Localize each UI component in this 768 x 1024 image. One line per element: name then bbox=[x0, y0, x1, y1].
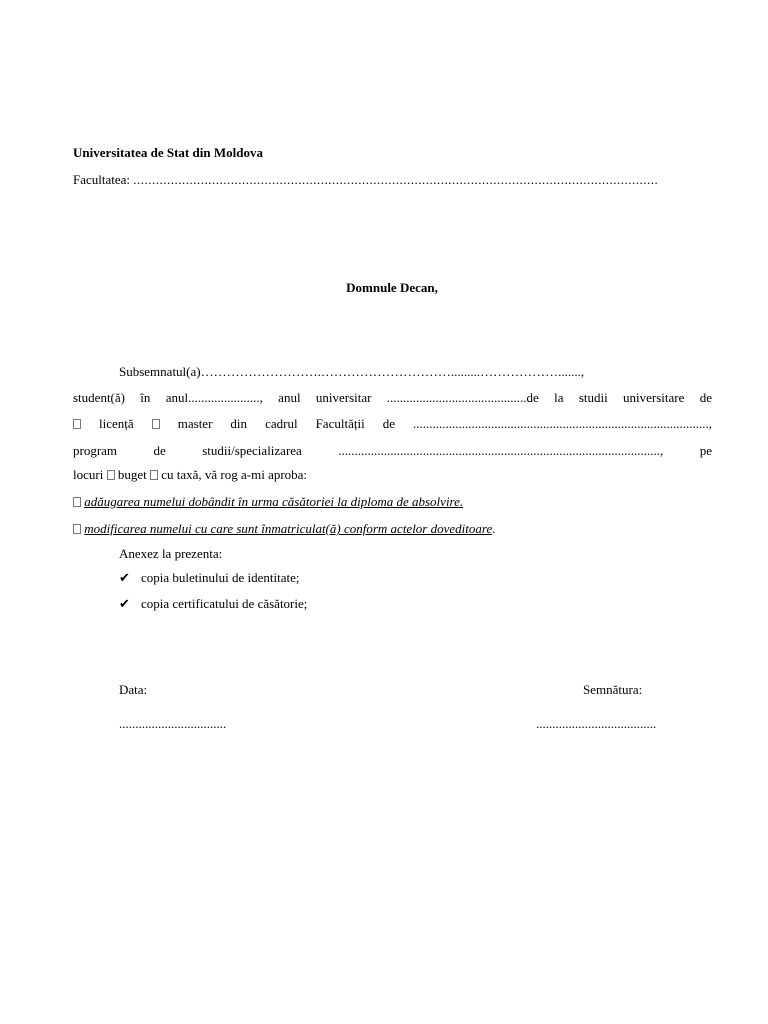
signature-label: Semnătura: bbox=[583, 682, 643, 697]
subsemnatul-label: Subsemnatul(a) bbox=[119, 364, 201, 379]
taxa-checkbox[interactable] bbox=[150, 470, 158, 480]
date-label: Data: bbox=[119, 682, 148, 697]
licenta-checkbox[interactable] bbox=[73, 419, 81, 429]
option-1-checkbox[interactable] bbox=[73, 497, 81, 507]
checkmark-icon: ✔ bbox=[119, 597, 130, 612]
body-line-3 bbox=[73, 416, 712, 432]
master-checkbox[interactable] bbox=[152, 419, 160, 429]
buget-label: buget bbox=[117, 467, 147, 482]
date-field[interactable]: ................................. bbox=[119, 716, 227, 731]
name-blank: ……………………….………………………….........………………......., bbox=[200, 364, 585, 379]
faculty-label: Facultatea: bbox=[73, 172, 131, 187]
annex-item-text: copia certificatului de căsătorie; bbox=[141, 596, 308, 611]
taxa-label: cu taxă, vă rog a-mi aproba: bbox=[161, 467, 308, 482]
annex-title: Anexez la prezenta: bbox=[119, 546, 223, 561]
master-label: master din cadrul Facultății de bbox=[177, 416, 395, 431]
option-2-line bbox=[73, 521, 495, 537]
option-2-checkbox[interactable] bbox=[73, 524, 81, 534]
annex-item bbox=[119, 596, 307, 612]
option-1-line bbox=[73, 494, 463, 510]
licenta-label: licență bbox=[99, 416, 134, 431]
program-blank: ..................................................................................................., bbox=[338, 443, 664, 458]
university-name: Universitatea de Stat din Moldova bbox=[73, 145, 263, 160]
body-line-1 bbox=[119, 364, 584, 380]
pe-word: pe bbox=[699, 443, 713, 458]
option-2-text: modificarea numelui cu care sunt înmatriculat(ă) conform actelor doveditoare bbox=[84, 521, 493, 536]
checkmark-icon: ✔ bbox=[119, 571, 130, 586]
body-line-2: student(ă) în anul......................, anul universitar ...........................................de la studii universitare de bbox=[73, 390, 712, 405]
buget-checkbox[interactable] bbox=[107, 470, 115, 480]
faculty-blank: ............................................................................................................................................ bbox=[133, 172, 659, 187]
signature-field[interactable]: ..................................... bbox=[536, 716, 657, 731]
option-1-text: adăugarea numelui dobândit în urma căsătoriei la diploma de absolvire. bbox=[84, 494, 464, 509]
option-2-period: . bbox=[492, 521, 496, 536]
body-line-4 bbox=[73, 443, 712, 459]
annex-item-text: copia buletinului de identitate; bbox=[141, 570, 300, 585]
body-line-5 bbox=[73, 467, 307, 483]
faculty-line bbox=[73, 172, 658, 188]
program-label: program de studii/specializarea bbox=[73, 443, 302, 458]
locuri-label: locuri bbox=[73, 467, 104, 482]
annex-item bbox=[119, 570, 299, 586]
faculty-blank-2: ..........................................................................................., bbox=[413, 416, 713, 431]
salutation: Domnule Decan, bbox=[346, 280, 438, 295]
